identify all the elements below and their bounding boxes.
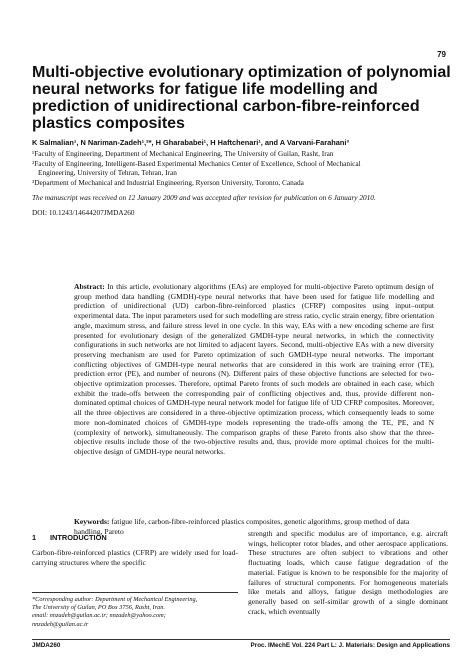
affiliation-3: ³Department of Mechanical and Industrial Engineering, Ryerson University, Toronto, Canada [32,177,304,187]
affiliation-1: ¹Faculty of Engineering, Department of Mechanical Engineering, The University of Guilan, Rasht, Iran [32,149,334,158]
footnote-divider [32,592,238,593]
footer-article-id: JMDA260 [32,642,61,649]
footer-divider [32,639,450,640]
footnote-line: nnzadeh@guilan.ac.ir [32,620,89,628]
intro-paragraph-left: Carbon-fibre-reinforced plastics (CFRP) are widely used for load-carrying structures where the specific [32,548,238,567]
section-heading [32,533,107,542]
footnote-line: The University of Guilan, PO Box 3756, Rasht, Iran. [32,604,165,612]
abstract-text: In this article, evolutionary algorithms (EAs) are employed for multi-objective Pareto optimum design of group method data handling (GMDH)-type neural networks that have been used for fatigue life modelling and prediction of unidirectional (UD) carbon-fibre-reinforced plastics (CFRP) composites using input–output experimental data. The input parameters used for such modelling are stress ratio, cyclic strain energy, fibre orientation angle, maximum stress, and failure stress level in one cycle. In this way, EAs with a new encoding scheme are first presented for evolutionary design of the generalized GMDH-type neural networks, in which the connectivity configurations in such networks are not limited to adjacent layers. Second, multi-objective EAs with a new diversity preserving mechanism are used for Pareto optimization of such GMDH-type neural networks. The important conflicting objectives of GMDH-type neural networks that are considered in this work are training error (TE), prediction error (PE), and number of neurons (N). Different pairs of these objective functions are selected for two-objective optimization processes. Therefore, optimal Pareto fronts of such models are obtained in each case, which exhibit the trade-offs between the corresponding pair of conflicting objectives and, thus, provide different non-dominated optimal choices of GMDH-type neural network model for fatigue life of UD CFRP composites. Moreover, all the three objectives are considered in a three-objective optimization process, which consequently leads to some more non-dominated choices of GMDH-type models representing the trade-offs among the TE, PE, and N (complexity of network), simultaneously. The comparison graphs of these Pareto fronts also show that the three-objective results include those of the two-objective results and, thus, provide more optimal choices for the multi-objective design of GMDH-type neural networks. [74,282,435,456]
corresponding-author-footnote [32,596,242,629]
author-list: K Salmalian¹, N Nariman-Zadeh¹,²*, H Gharababei¹, H Haftchenari¹, and A Varvani-Farahani³ [32,138,349,147]
intro-paragraph-right: strength and specific modulus are of importance, e.g. aircraft wings, helicopter rotor blades, and other aerospace applications. These structures are often subject to vibrations and other fluctuating loads, which cause fatigue degradation of the material. Fatigue is known to be responsible for the majority of failures of structural components. For homogeneous materials like metals and alloys, fatigue design methodologies are generally based on self-similar growth of a single dominant crack, which eventually [248,529,448,616]
section-title: INTRODUCTION [50,533,107,542]
abstract [74,282,434,457]
keywords-text: fatigue life, carbon-fibre-reinforced plastics composites, genetic algorithms, group method of data handling, Pareto [74,517,410,536]
affiliation-2: ²Faculty of Engineering, Intelligent-Based Experimental Mechanics Center of Excellence, School of Mechanical [32,158,361,168]
footnote-line: email: nnzadeh@guilan.ac.ir; nnzadeh@yahoo.com; [32,612,166,620]
affiliation-2-cont: Engineering, University of Tehran, Tehran, Iran [38,168,177,177]
page-number: 79 [437,50,446,59]
doi: DOI: 10.1243/14644207JMDA260 [32,208,135,217]
affiliations [32,149,452,187]
abstract-label: Abstract: [74,282,105,291]
footnote-line: *Corresponding author: Department of Mechanical Engineering, [32,596,198,603]
section-number: 1 [32,533,37,542]
paper-title: Multi-objective evolutionary optimization of polynomial neural networks for fatigue life modelling and prediction of unidirectional carbon-fibre-reinforced plastics composites [32,64,451,132]
manuscript-received-note: The manuscript was received on 12 January 2009 and was accepted after revision for publication on 6 January 2010. [32,193,376,202]
keywords-label: Keywords: [74,517,110,526]
footer-journal: Proc. IMechE Vol. 224 Part L: J. Materials: Design and Applications [250,642,450,649]
